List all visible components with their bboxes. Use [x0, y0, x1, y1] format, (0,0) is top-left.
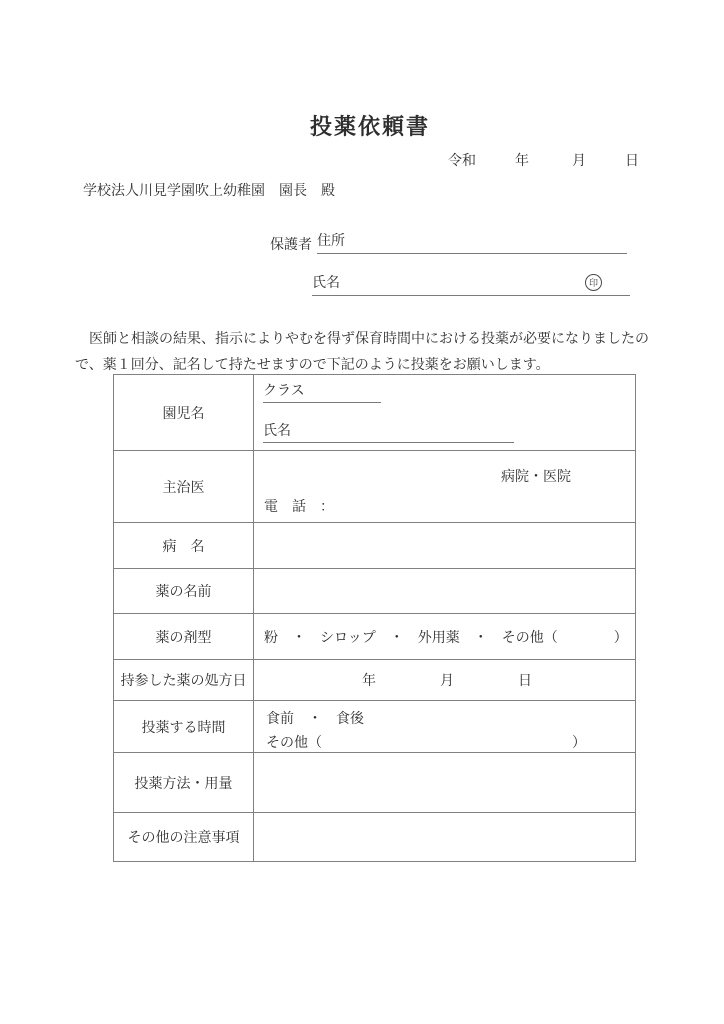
guardian-address-field — [317, 230, 627, 254]
dosing-time-other — [266, 732, 586, 752]
row-value-doctor — [254, 451, 635, 522]
row-label-medicine-form: 薬の剤型 — [114, 614, 254, 659]
row-value-dosing-time — [254, 701, 635, 752]
child-name-field: 氏名 — [263, 420, 514, 443]
hospital-label: 病院・医院 — [501, 468, 571, 484]
guardian-name-field — [312, 272, 630, 296]
page-title: 投薬依頼書 — [309, 114, 430, 139]
table-row-medicine-form — [114, 614, 635, 660]
table-row-prescription-date — [114, 660, 635, 701]
row-value-child-name — [254, 375, 635, 450]
table-row-other-notes — [114, 813, 635, 861]
seal-icon: 印 — [585, 274, 602, 291]
table-row-dosing-method — [114, 753, 635, 813]
month-label: 月 — [572, 152, 586, 168]
row-label-child-name: 園児名 — [114, 375, 254, 450]
prescription-day-label: 日 — [518, 672, 532, 688]
row-label-prescription-date: 持参した薬の処方日 — [114, 660, 254, 700]
table-row-disease — [114, 523, 635, 569]
dosing-time-other-open: その他（ — [266, 734, 322, 750]
guardian-label: 保護者 — [270, 236, 312, 252]
medication-form-table — [113, 374, 636, 862]
addressee-line: 学校法人川見学園吹上幼稚園 園長 殿 — [83, 182, 335, 198]
dosing-time-options: 食前 ・ 食後 — [266, 710, 364, 726]
row-value-dosing-method — [254, 753, 635, 812]
row-label-other-notes: その他の注意事項 — [114, 813, 254, 861]
dosing-time-other-close: ） — [572, 734, 586, 750]
table-row-medicine-name — [114, 569, 635, 614]
row-label-doctor: 主治医 — [114, 451, 254, 522]
day-label: 日 — [625, 152, 639, 168]
row-value-disease — [254, 523, 635, 568]
year-label: 年 — [515, 152, 529, 168]
class-field: クラス — [263, 380, 381, 403]
guardian-line — [270, 230, 627, 254]
guardian-name-line — [312, 272, 630, 296]
body-paragraph — [75, 325, 655, 377]
table-row-doctor — [114, 451, 635, 523]
row-value-other-notes — [254, 813, 635, 861]
row-label-dosing-time: 投薬する時間 — [114, 701, 254, 752]
name-label: 氏名 — [312, 274, 340, 290]
body-line-2: で、薬１回分、記名して持たせますので下記のように投薬をお願いします。 — [75, 356, 550, 372]
era-label: 令和 — [448, 152, 476, 168]
address-label: 住所 — [317, 232, 345, 248]
prescription-month-label: 月 — [440, 672, 454, 688]
date-line — [448, 150, 639, 170]
row-value-prescription-date — [254, 660, 635, 700]
medicine-form-options: 粉 ・ シロップ ・ 外用薬 ・ その他（ ） — [264, 628, 628, 645]
row-label-disease: 病 名 — [114, 523, 254, 568]
row-value-medicine-name — [254, 569, 635, 613]
table-row-child-name — [114, 375, 635, 451]
table-row-dosing-time — [114, 701, 635, 753]
prescription-year-label: 年 — [362, 672, 376, 688]
phone-label: 電 話 ： — [264, 498, 334, 514]
body-line-1: 医師と相談の結果、指示によりやむを得ず保育時間中における投薬が必要になりましたの — [75, 330, 649, 346]
row-label-dosing-method: 投薬方法・用量 — [114, 753, 254, 812]
row-value-medicine-form — [254, 614, 635, 659]
row-label-medicine-name: 薬の名前 — [114, 569, 254, 613]
